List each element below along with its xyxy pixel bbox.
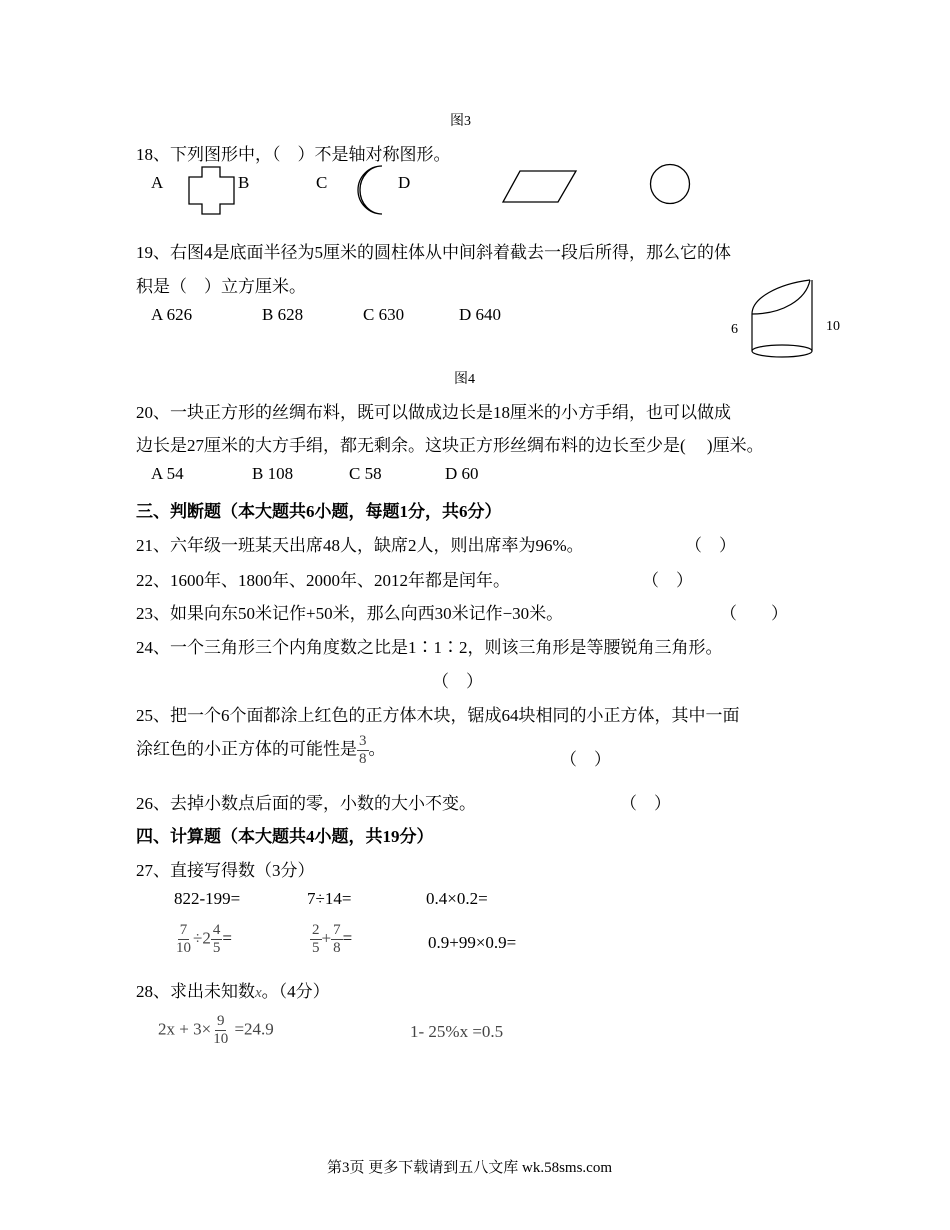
expr-fraction-addition <box>310 922 352 957</box>
fraction-denominator: 5 <box>212 940 221 956</box>
question-21-text: 21、六年级一班某天出席48人，缺席2人，则出席率为96%。 <box>136 536 584 555</box>
fraction-denominator: 5 <box>312 940 320 956</box>
q18-option-a: A <box>151 173 164 192</box>
fraction-numerator: 7 <box>333 922 341 938</box>
crescent-shape-figure <box>348 164 390 218</box>
fraction-numerator: 9 <box>216 1013 225 1029</box>
question-23-text: 23、如果向东50米记作+50米，那么向西30米记作−30米。 <box>136 604 564 623</box>
question-20-line1: 20、一块正方形的丝绸布料，既可以做成边长是18厘米的小方手绢，也可以做成 <box>136 403 731 422</box>
equation-2: 1- 25%x =0.5 <box>410 1022 504 1041</box>
fraction-numerator: 3 <box>359 733 367 749</box>
q18-option-b: B <box>238 173 250 192</box>
figure-3-caption: 图3 <box>450 114 471 129</box>
page-footer: 第3页 更多下载请到五八文库 wk.58sms.com <box>327 1160 613 1176</box>
cross-shape-figure <box>188 166 236 216</box>
cut-cylinder-figure <box>750 278 818 362</box>
parallelogram-shape-figure <box>502 170 578 204</box>
question-28-stem-text: 28、求出未知数 <box>136 982 255 1001</box>
question-28-stem <box>136 977 330 1002</box>
question-25-line2 <box>136 733 386 768</box>
expr-fraction-division <box>174 922 232 957</box>
question-23-answer-paren: （ ） <box>720 604 788 623</box>
question-26-answer-paren: （ ） <box>620 794 671 813</box>
fraction-numerator: 4 <box>212 922 221 938</box>
question-25-answer-paren: （ ） <box>560 750 611 769</box>
question-18-stem: 18、下列图形中，（ ）不是轴对称图形。 <box>136 145 451 164</box>
fraction-numerator: 2 <box>312 922 320 938</box>
section-4-heading: 四、计算题（本大题共4小题，共19分） <box>136 827 434 846</box>
question-20-line2: 边长是27厘米的大方手绢，都无剩余。这块正方形丝绸布料的边长至少是( )厘米。 <box>136 436 764 455</box>
question-25-line2-text: 涂红色的小正方体的可能性是 <box>136 739 357 759</box>
fraction-7-8 <box>331 922 343 957</box>
question-22-answer-paren: （ ） <box>642 571 693 590</box>
expr-7-div-14: 7÷14= <box>307 889 352 908</box>
q18-option-c: C <box>316 173 328 192</box>
expr-0.9-plus-99-times-0.9: 0.9+99×0.9= <box>428 933 517 952</box>
expr-operator: + <box>321 928 332 948</box>
fraction-denominator: 10 <box>213 1031 229 1047</box>
q19-option-a: A 626 <box>151 305 193 324</box>
expr-822-minus-199: 822-199= <box>174 889 241 908</box>
cylinder-left-height-label: 6 <box>731 322 738 337</box>
figure-4-caption: 图4 <box>454 372 475 387</box>
question-19-line1: 19、右图4是底面半径为5厘米的圆柱体从中间斜着截去一段后所得，那么它的体 <box>136 243 731 262</box>
question-19-line2: 积是（ ）立方厘米。 <box>136 277 306 296</box>
question-26-text: 26、去掉小数点后面的零，小数的大小不变。 <box>136 794 476 813</box>
question-25-line1: 25、把一个6个面都涂上红色的正方体木块，锯成64块相同的小正方体，其中一面 <box>136 706 740 725</box>
q20-option-d: D 60 <box>445 464 479 483</box>
expr-equals: = <box>342 928 353 948</box>
q18-option-d: D <box>398 173 411 192</box>
fraction-4-5 <box>211 922 223 957</box>
question-27-stem: 27、直接写得数（3分） <box>136 861 315 880</box>
question-21-answer-paren: （ ） <box>685 536 736 555</box>
fraction-denominator: 8 <box>333 940 341 956</box>
fraction-9-10 <box>211 1013 230 1048</box>
expr-equals: = <box>222 928 232 948</box>
q19-option-c: C 630 <box>363 305 405 324</box>
fraction-7-10 <box>174 922 193 957</box>
q20-option-c: C 58 <box>349 464 382 483</box>
equation-1 <box>158 1013 274 1048</box>
question-22-text: 22、1600年、1800年、2000年、2012年都是闰年。 <box>136 571 510 590</box>
q20-option-b: B 108 <box>252 464 294 483</box>
expr-0.4-times-0.2: 0.4×0.2= <box>426 889 488 908</box>
expr-operator: ÷2 <box>193 928 211 948</box>
q19-option-d: D 640 <box>459 305 502 324</box>
circle-shape-figure <box>649 163 691 205</box>
fraction-numerator: 7 <box>179 922 188 938</box>
fraction-denominator: 10 <box>176 940 191 956</box>
fraction-3-8 <box>357 733 369 768</box>
equation-1-left: 2x + 3× <box>158 1019 212 1039</box>
question-28-stem-end: 。（4分） <box>261 982 330 1001</box>
section-3-heading: 三、判断题（本大题共6小题，每题1分，共6分） <box>136 502 502 521</box>
question-24-answer-paren: （ ） <box>432 672 483 691</box>
question-25-line2-end: 。 <box>368 739 386 759</box>
unknown-variable: x <box>255 985 262 1001</box>
cylinder-right-height-label: 10 <box>826 319 840 334</box>
q19-option-b: B 628 <box>262 305 304 324</box>
question-24-text: 24、一个三角形三个内角度数之比是1∶1∶2，则该三角形是等腰锐角三角形。 <box>136 638 723 657</box>
q20-option-a: A 54 <box>151 464 184 483</box>
fraction-2-5 <box>310 922 322 957</box>
fraction-denominator: 8 <box>359 751 367 767</box>
equation-1-right: =24.9 <box>230 1019 274 1039</box>
